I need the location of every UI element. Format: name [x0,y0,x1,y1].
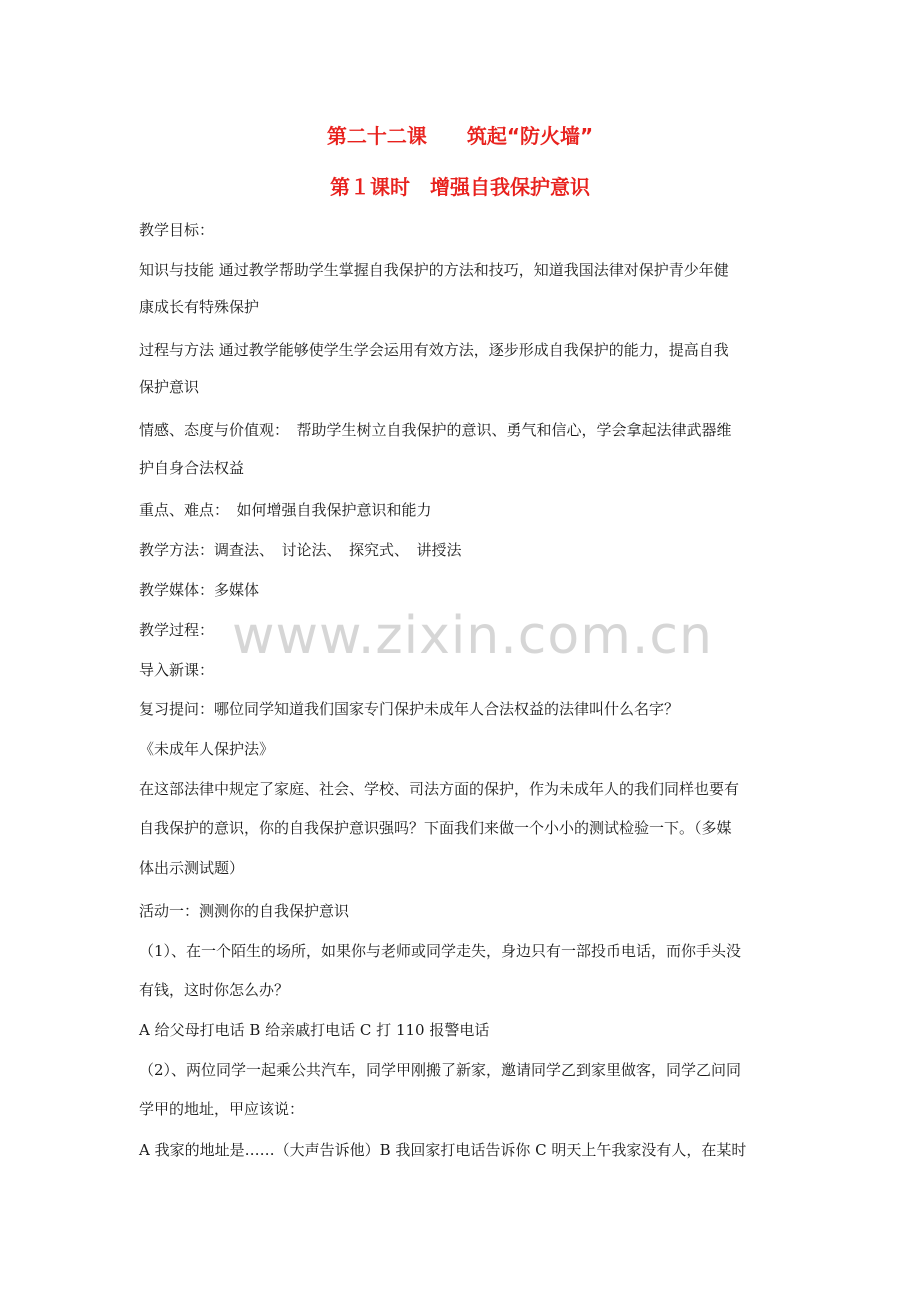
text-line: 在这部法律中规定了家庭、社会、学校、司法方面的保护，作为未成年人的我们同样也要有 [139,780,740,798]
text-line: 《未成年人保护法》 [139,740,275,758]
text-line: 教学方法：调查法、 讨论法、 探究式、 讲授法 [139,541,462,559]
text-line: A 给父母打电话 B 给亲戚打电话 C 打 110 报警电话 [139,1021,490,1039]
text-line: 护自身合法权益 [139,459,245,477]
text-line: 活动一：测测你的自我保护意识 [139,902,350,920]
text-line: 复习提问：哪位同学知道我们国家专门保护未成年人合法权益的法律叫什么名字？ [139,700,680,718]
text-line: 情感、态度与价值观： 帮助学生树立自我保护的意识、勇气和信心，学会拿起法律武器维 [139,421,732,439]
text-line: 导入新课： [139,661,215,679]
text-line: 有钱，这时你怎么办？ [139,981,290,999]
text-line: 重点、难点： 如何增强自我保护意识和能力 [139,501,432,519]
text-line: 康成长有特殊保护 [139,298,260,316]
lesson-subtitle: 第１课时 增强自我保护意识 [330,175,590,199]
text-line: 体出示测试题） [139,859,245,877]
text-line: A 我家的地址是……（大声告诉他）B 我回家打电话告诉你 C 明天上午我家没有人，在某时 [139,1141,747,1159]
text-line: 教学媒体：多媒体 [139,581,260,599]
text-line: （2）、两位同学一起乘公共汽车，同学甲刚搬了新家，邀请同学乙到家里做客，同学乙问同 [139,1061,742,1079]
text-line: 过程与方法 通过教学能够使学生学会运用有效方法，逐步形成自我保护的能力，提高自我 [139,341,729,359]
lesson-title: 第二十二课 筑起“防火墙” [326,124,594,148]
text-line: 学甲的地址，甲应该说： [139,1100,305,1118]
text-line: 知识与技能 通过教学帮助学生掌握自我保护的方法和技巧，知道我国法律对保护青少年健 [139,261,729,279]
text-line: 保护意识 [139,378,200,396]
text-line: 教学目标： [139,221,215,239]
text-line: （1）、在一个陌生的场所，如果你与老师或同学走失，身边只有一部投币电话，而你手头没 [139,942,742,960]
watermark: www.zixin.com.cn [232,606,713,666]
text-line: 教学过程： [139,621,215,639]
text-line: 自我保护的意识，你的自我保护意识强吗？下面我们来做一个小小的测试检验一下。（多媒 [139,819,732,837]
